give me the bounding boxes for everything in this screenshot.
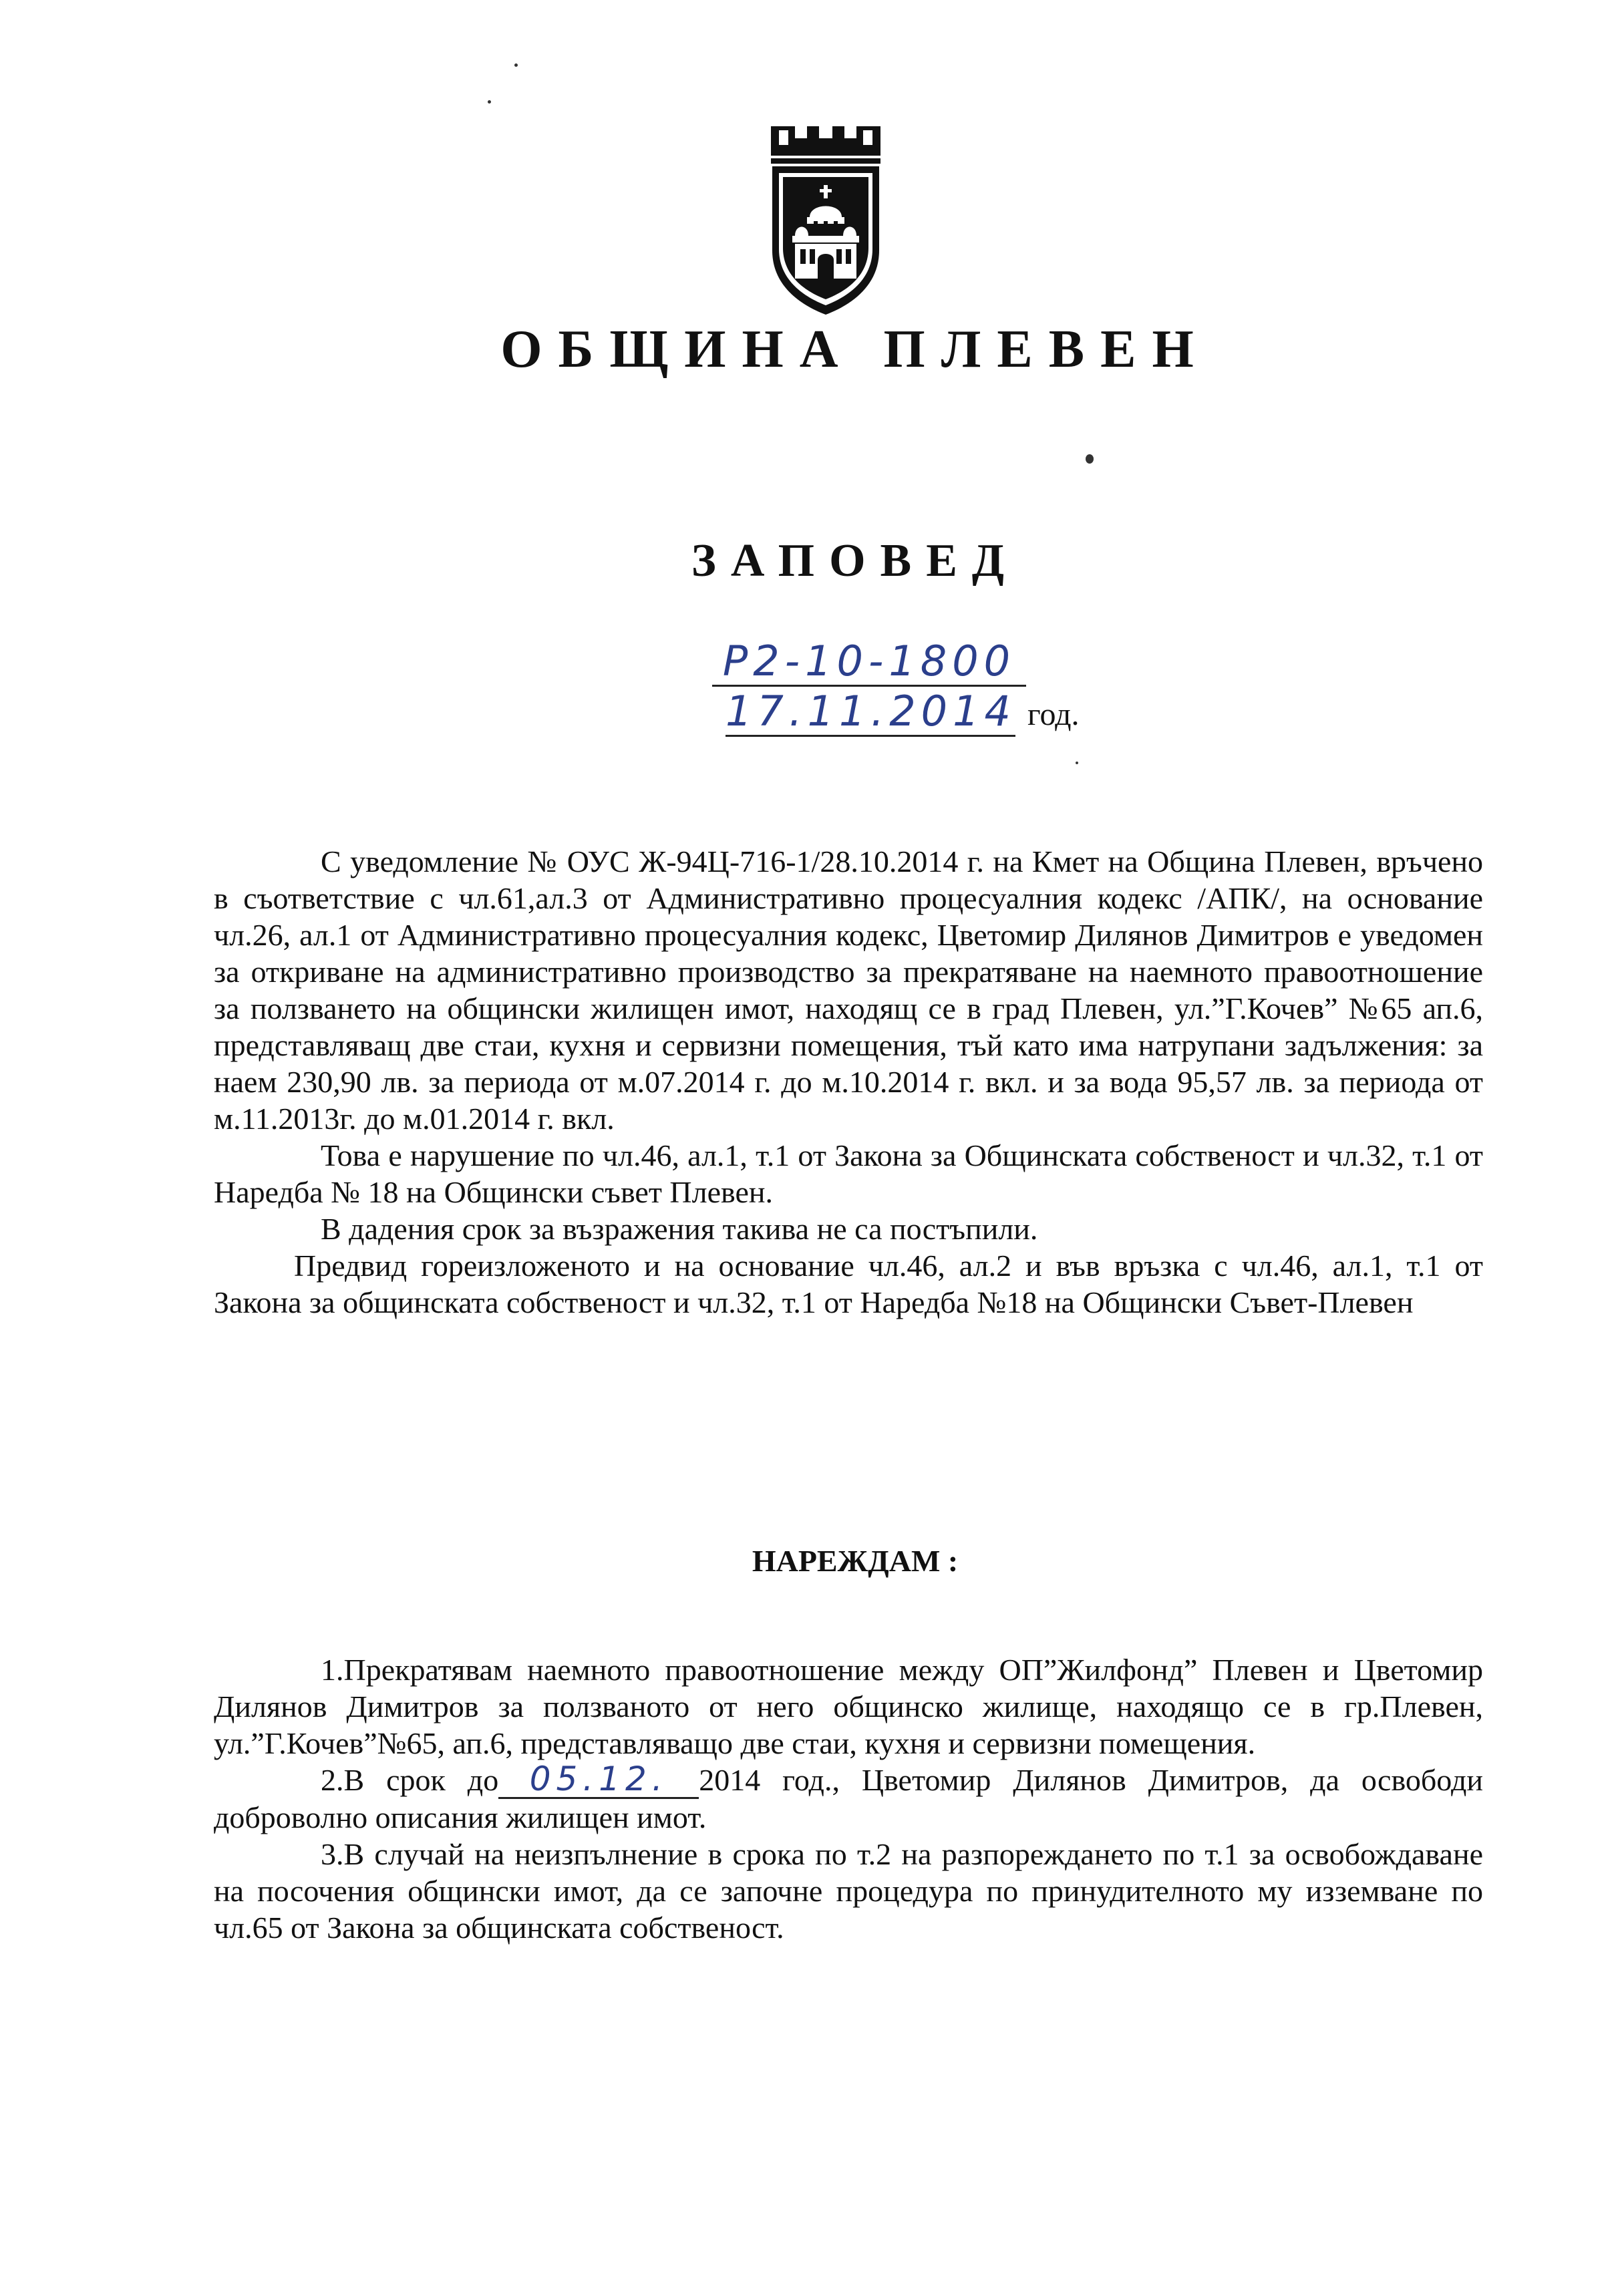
- decree-item-1: 1.Прекратявам наемното правоотношение между ОП”Жилфонд” Плевен и Цветомир Дилянов Димитров за ползваното от него общинско жилище, находящо се в гр.Плевен, ул.”Г.Кочев”№65, ап.6, представляващо две стаи, кухня и сервизни помещения.: [214, 1653, 1483, 1760]
- municipality-name: ОБЩИНА ПЛЕВЕН: [500, 320, 1210, 379]
- decree-heading: НАРЕЖДАМ :: [752, 1544, 959, 1578]
- order-number: Р2-10-1800: [722, 637, 1016, 685]
- decree-item-2: [214, 1762, 1483, 1836]
- year-suffix: год.: [1027, 697, 1080, 732]
- order-date: 17.11.2014: [726, 687, 1016, 735]
- scan-speck: [488, 100, 491, 104]
- scan-speck: [1076, 762, 1078, 764]
- deadline-date: 05.12.: [529, 1760, 668, 1798]
- coat-of-arms-icon: [768, 124, 883, 317]
- order-number-field: [712, 638, 1026, 687]
- preamble-paragraph-4: Предвид гореизложеното и на основание чл.46, ал.2 и във връзка с чл.46, ал.1, т.1 от Закона за общинската собственост и чл.32, т.1 от Наредба №18 на Общински Съвет-Плевен: [214, 1249, 1483, 1319]
- preamble-paragraph-3: В дадения срок за възражения такива не са постъпили.: [321, 1212, 1038, 1246]
- scan-speck: [514, 63, 518, 67]
- scan-speck: [1086, 454, 1094, 464]
- preamble-paragraph-1: С уведомление № ОУС Ж-94Ц-716-1/28.10.2014 г. на Кмет на Община Плевен, връчено в съответствие с чл.61,ал.3 от Административно процесуалния кодекс /АПК/, на основание чл.26, ал.1 от Административно процесуалния кодекс, Цветомир Дилянов Димитров е уведомен за откриване на административно производство за прекратяване на наемното правоотношение за ползването на общински жилищен имот, находящ се в град Плевен, ул.”Г.Кочев” №65 ап.6, представляващ две стаи, кухня и сервизни помещения, тъй като има натрупани задължения: за наем 230,90 лв. за периода от м.07.2014 г. до м.10.2014 г. вкл. и за вода 95,57 лв. за периода от м.11.2013г. до м.01.2014 г. вкл.: [214, 844, 1483, 1136]
- decree-items: [214, 1651, 1483, 1946]
- document-title: ЗАПОВЕД: [691, 535, 1019, 587]
- decree-item-2-suffix: 2014 год., Цветомир Дилянов Димитров, да освободи доброволно описания жилищен имот.: [214, 1763, 1483, 1834]
- deadline-blank: [498, 1762, 699, 1799]
- order-date-field: [726, 688, 1015, 737]
- preamble-paragraph-2: Това е нарушение по чл.46, ал.1, т.1 от Закона за Общинската собственост и чл.32, т.1 от Наредба № 18 на Общински съвет Плевен.: [214, 1138, 1483, 1209]
- decree-item-2-prefix: 2.В срок до: [321, 1763, 499, 1797]
- preamble: [214, 843, 1483, 1321]
- decree-item-3: 3.В случай на неизпълнение в срока по т.2 на разпореждането по т.1 за освобождаване на посочения общински имот, да се започне процедура по принудителното му изземване по чл.65 от Закона за общинската собственост.: [214, 1837, 1483, 1945]
